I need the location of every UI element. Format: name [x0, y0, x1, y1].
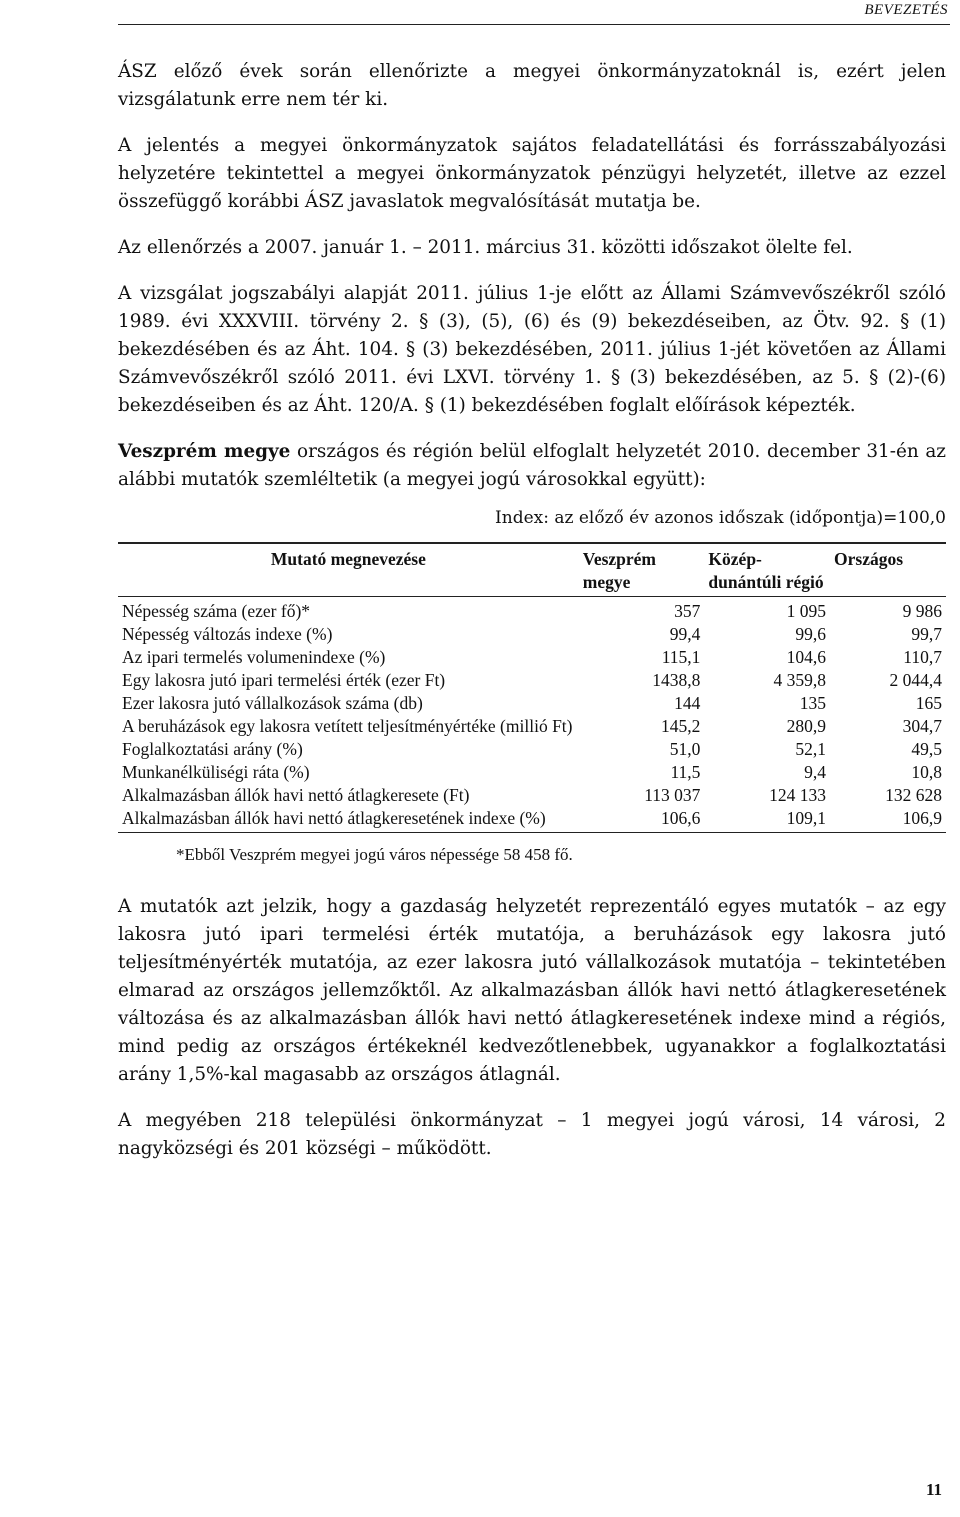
cell-region: 109,1: [704, 807, 830, 833]
cell-national: 2 044,4: [889, 670, 942, 690]
cell-veszprem: 99,4: [669, 624, 701, 644]
cell-national: 49,5: [911, 739, 942, 759]
document-body: [118, 58, 946, 1163]
cell-national: 132 628: [885, 785, 942, 805]
cell-veszprem: 357: [674, 601, 701, 621]
cell-national: 106,9: [830, 807, 946, 833]
cell-national: 10,8: [911, 762, 942, 782]
cell-veszprem: 144: [674, 693, 701, 713]
indicator-table: [118, 542, 946, 833]
index-note: Index: az előző év azonos időszak (időpontja)=100,0: [495, 508, 946, 528]
table-footnote: *Ebből Veszprém megyei jogú város népessége 58 458 fő.: [176, 845, 573, 864]
county-position-text: országos és régión belül elfoglalt helyzetét 2010. december 31-én az alábbi mutatók szemléltetik (a megyei jogú városokkal együtt):: [118, 441, 946, 490]
paragraph-audit-period: Az ellenőrzés a 2007. január 1. – 2011. március 31. közötti időszakot ölelte fel.: [118, 237, 853, 258]
header-indicator-name: Mutató megnevezése: [118, 543, 579, 597]
table-row: [118, 623, 946, 646]
paragraph-report-scope: A jelentés a megyei önkormányzatok sajátos feladatellátási és forrásszabályozási helyzetére tekintettel a megyei önkormányzatok pénzügyi helyzetét, illetve az ezzel összefüggő korábbi ÁSZ javaslatok megvalósítását mutatja be.: [118, 135, 946, 212]
table-row: [118, 597, 946, 624]
table-row: [118, 738, 946, 761]
header-region: Közép-dunántúli régió: [704, 543, 830, 597]
paragraph-indicators-summary: A mutatók azt jelzik, hogy a gazdaság helyzetét reprezentáló egyes mutatók – az egy lakosra jutó ipari termelési érték mutatója, a beruházások egy lakosra jutó teljesítményérték mutatója, az ezer lakosra jutó vállalkozások mutatója – tekintetében elmarad az országos jellemzőktől. Az alkalmazásban állók havi nettó átlagkeresetének változása és az alkalmazásban állók havi nettó átlagkeresetének indexe mind a régiós, mind pedig az országos értékeknél kedvezőtlenebbek, ugyanakkor a foglalkoztatási arány 1,5%-kal magasabb az országos átlagnál.: [118, 896, 946, 1085]
cell-region: 104,6: [786, 647, 827, 667]
section-label: BEVEZETÉS: [864, 2, 948, 18]
cell-indicator-name: Az ipari termelés volumenindexe (%): [122, 647, 386, 667]
table-header-row: [118, 543, 946, 597]
cell-veszprem: 51,0: [669, 739, 701, 759]
cell-region: 4 359,8: [773, 670, 827, 690]
paragraph-county-position: [118, 438, 946, 494]
table-row: [118, 669, 946, 692]
cell-national: 110,7: [903, 647, 942, 667]
table-row: [118, 784, 946, 807]
cell-national: 99,7: [911, 624, 942, 644]
cell-veszprem: 1438,8: [652, 670, 701, 690]
cell-indicator-name: Alkalmazásban állók havi nettó átlagkeresetének indexe (%): [118, 807, 579, 833]
cell-region: 135: [799, 693, 827, 713]
cell-indicator-name: Foglalkoztatási arány (%): [122, 739, 303, 759]
cell-veszprem: 106,6: [579, 807, 705, 833]
cell-indicator-name: Ezer lakosra jutó vállalkozások száma (db): [122, 693, 423, 713]
cell-veszprem: 11,5: [670, 762, 701, 782]
cell-national: 304,7: [902, 716, 942, 736]
header-national: Országos: [830, 543, 946, 597]
paragraph-legal-basis: A vizsgálat jogszabályi alapját 2011. július 1-je előtt az Állami Számvevőszékről szóló 1989. évi XXXVIII. törvény 2. § (3), (5), (6) és (9) bekezdéseiben, az Ötv. 92. § (1) bekezdésében és az Áht. 104. § (3) bekezdésében, 2011. július 1-jét követően az Állami Számvevőszékről szóló 2011. évi LXVI. törvény 1. § (3) bekezdésében, az 5. § (2)-(6) bekezdéseiben és az Áht. 120/A. § (1) bekezdésében foglalt előírások képezték.: [118, 283, 946, 416]
cell-indicator-name: Egy lakosra jutó ipari termelési érték (ezer Ft): [122, 670, 446, 690]
cell-region: 9,4: [804, 762, 827, 782]
header-veszprem: Veszprém megye: [579, 543, 705, 597]
table-row: [118, 692, 946, 715]
cell-veszprem: 113 037: [644, 785, 701, 805]
cell-indicator-name: Népesség változás indexe (%): [122, 624, 333, 644]
cell-indicator-name: A beruházások egy lakosra vetített teljesítményértéke (millió Ft): [122, 716, 573, 736]
cell-region: 99,6: [795, 624, 827, 644]
cell-veszprem: 145,2: [661, 716, 701, 736]
cell-national: 9 986: [902, 601, 942, 621]
table-row: [118, 807, 946, 833]
paragraph-municipalities: A megyében 218 települési önkormányzat – 1 megyei jogú városi, 14 városi, 2 nagyközségi és 201 községi – működött.: [118, 1110, 946, 1159]
cell-national: 165: [915, 693, 942, 713]
cell-region: 280,9: [786, 716, 827, 736]
cell-veszprem: 115,1: [661, 647, 701, 667]
table-body: [118, 597, 946, 833]
cell-indicator-name: Alkalmazásban állók havi nettó átlagkeresete (Ft): [122, 785, 470, 805]
table-row: [118, 715, 946, 738]
cell-region: 1 095: [786, 601, 827, 621]
table-row: [118, 761, 946, 784]
header-rule: [118, 24, 950, 25]
page-number: 11: [925, 1480, 942, 1499]
cell-region: 124 133: [769, 785, 827, 805]
table-row: [118, 646, 946, 669]
county-name: Veszprém megye: [118, 441, 291, 462]
cell-region: 52,1: [795, 739, 827, 759]
cell-indicator-name: Népesség száma (ezer fő)*: [122, 601, 311, 621]
cell-indicator-name: Munkanélküliségi ráta (%): [122, 762, 310, 782]
paragraph-asz-previous: ÁSZ előző évek során ellenőrizte a megyei önkormányzatoknál is, ezért jelen vizsgálatunk erre nem tér ki.: [118, 61, 946, 110]
